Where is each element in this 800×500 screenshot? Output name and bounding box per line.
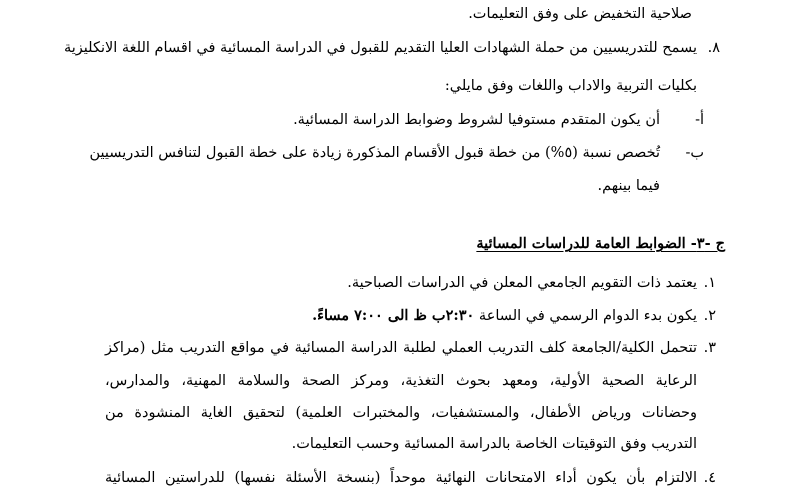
rule2-time: ٢:٣٠ب ظ الى ٧:٠٠ مساءً. bbox=[312, 307, 475, 324]
item8-sub-a-text: أن يكون المتقدم مستوفيا لشروط وضوابط الدراسة المسائية. bbox=[293, 112, 660, 128]
rule3-line3: وحضانات ورياض الأطفال، والمستشفيات، والمختبرات العلمية) لتحقيق الغاية المنشودة من bbox=[105, 405, 697, 421]
item8-number: ٨. bbox=[707, 40, 720, 56]
item8-sub-b-line2: فيما بينهم. bbox=[597, 178, 660, 194]
item8-sub-b-marker: ب- bbox=[685, 145, 704, 161]
rule1-number: ١. bbox=[703, 275, 716, 291]
rule3-line1: تتحمل الكلية/الجامعة كلف التدريب العملي لطلبة الدراسة المسائية في مواقع التدريب مثل (مراكز bbox=[105, 340, 697, 356]
rule1-text: يعتمد ذات التقويم الجامعي المعلن في الدراسات الصباحية. bbox=[347, 275, 697, 291]
top-continuation-line: صلاحية التخفيض على وفق التعليمات. bbox=[468, 6, 692, 22]
rule3-line2: الرعاية الصحية الأولية، ومعهد بحوث التغذية، ومركز الصحة والسلامة المهنية، والمدارس، bbox=[105, 373, 697, 389]
item8-sub-a-marker: أ- bbox=[695, 112, 704, 128]
rule2-number: ٢. bbox=[703, 308, 716, 324]
rule4-line1: الالتزام بأن يكون أداء الامتحانات النهائية موحداً (بنسخة الأسئلة نفسها) للدراستين المسائية bbox=[105, 470, 697, 486]
rule3-number: ٣. bbox=[703, 340, 716, 356]
item8-sub-b-line1: تُخصص نسبة (٥%) من خطة قبول الأقسام المذكورة زيادة على خطة القبول لتنافس التدريسيين bbox=[89, 145, 660, 161]
rule2-text-prefix: يكون بدء الدوام الرسمي في الساعة bbox=[478, 308, 697, 324]
rule3-line4: التدريب وفق التوقيتات الخاصة بالدراسة المسائية وحسب التعليمات. bbox=[291, 436, 697, 452]
item8-line2: بكليات التربية والاداب واللغات وفق مايلي: bbox=[444, 78, 697, 94]
item8-line1: يسمح للتدريسيين من حملة الشهادات العليا التقديم للقبول في الدراسة المسائية في اقسام اللغة الانكليزية bbox=[63, 40, 697, 56]
rule2-text bbox=[312, 306, 697, 326]
section-heading: ج -٣- الضوابط العامة للدراسات المسائية bbox=[476, 235, 725, 252]
rule4-number: ٤. bbox=[703, 470, 716, 486]
